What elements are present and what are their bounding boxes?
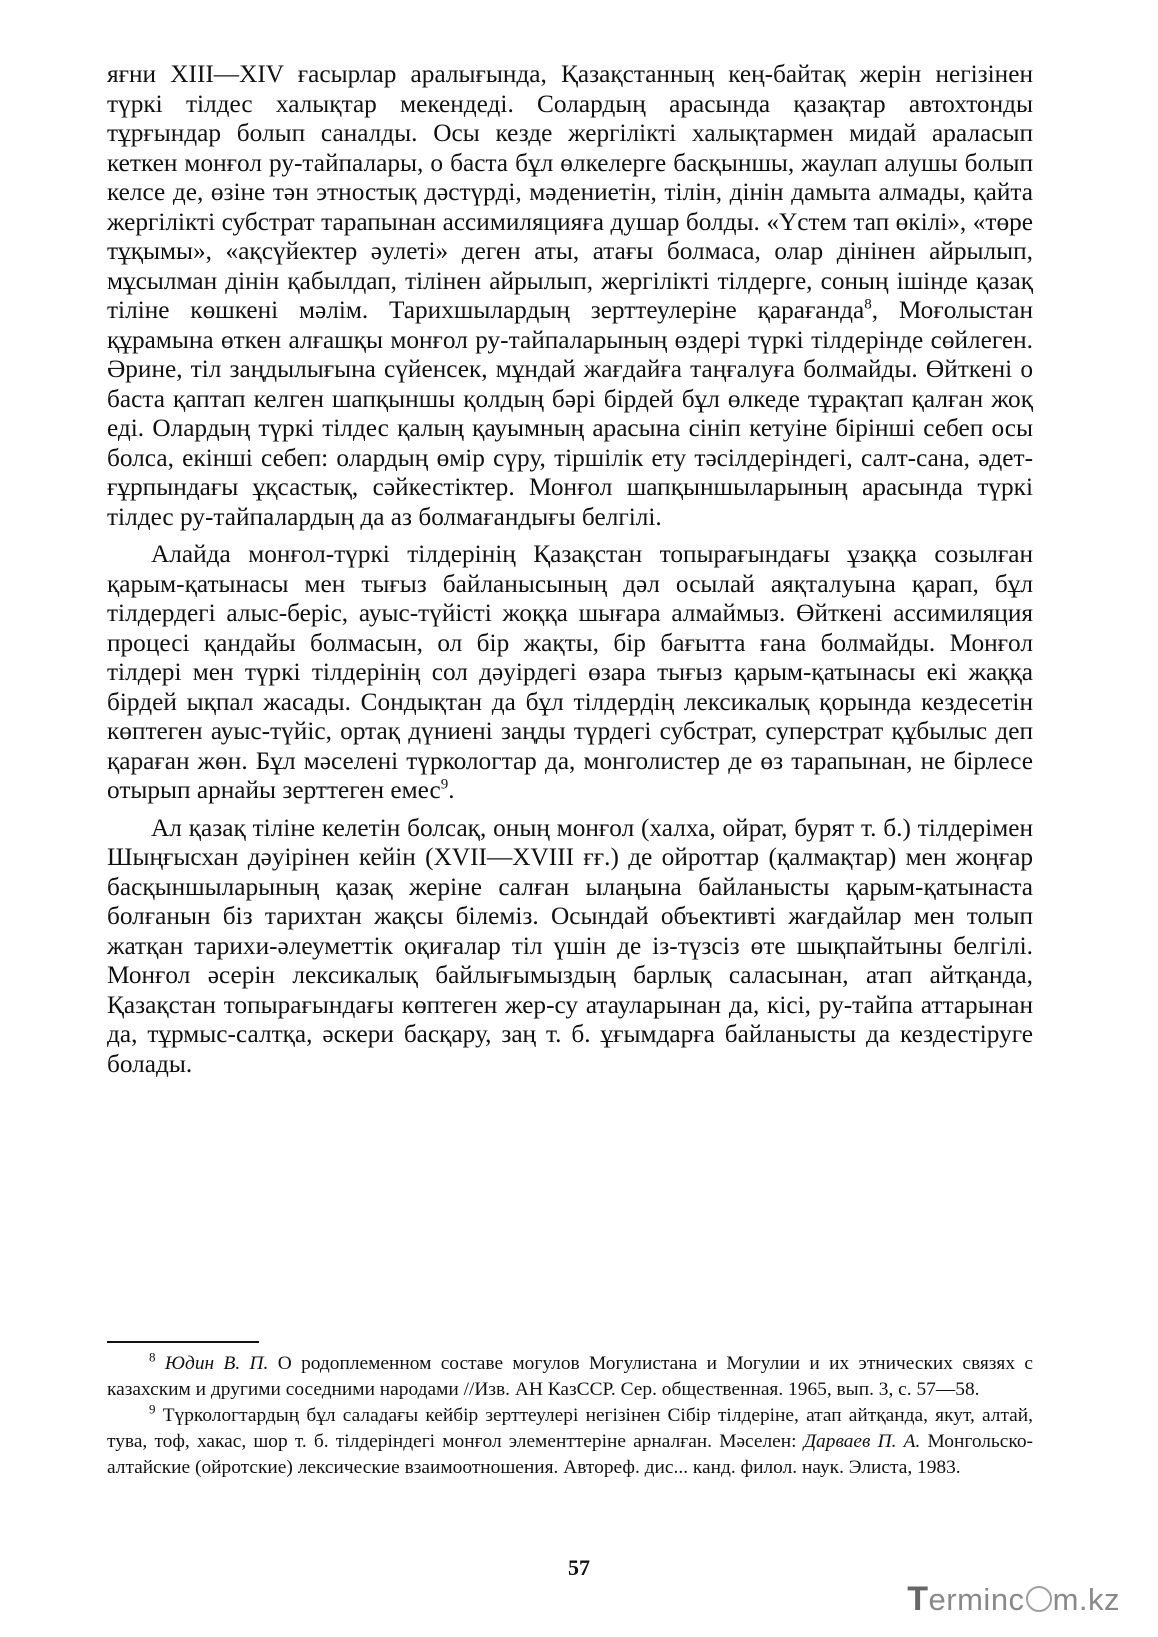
paragraph-1: яғни XIII—XIV ғасырлар аралығында, Қазақстанның кең-байтақ жерін негізінен түркі тілдес халықтар мекендеді. Солардың арасында қазақтар автохтонды тұрғындар болып саналды. Осы кезде жергілікті халықтармен мидай араласып кеткен монғол ру-тайпалары, о баста бұл өлкелерге басқыншы, жаулап алушы болып келсе де, өзіне тән этностық дәстүрді, мәдениетін, тілін, дінін дамыта алмады, қайта жергілікті субстрат тарапынан ассимиляцияға душар болды. «Үстем тап өкілі», «төре тұқымы», «ақсүйектер әулеті» деген аты, атағы болмаса, олар дінінен айрылып, мұсылман дінін қабылдап, тілінен айрылып, жергілікті тілдерге, соның ішінде қазақ тіліне көшкені мәлім. Тарихшылардың зерттеулеріне қарағанда$^8$, Моғолыстан құрамына өткен алғашқы монғол ру-тайпаларының өздері түркі тілдерінде сөйлеген. Әрине, тіл заңдылығына сүйенсек, мұндай жағдайға таңғалуға болмайды. Өйткені о баста қаптап келген шапқыншы қолдың бәрі бірдей бұл өлкеде тұрақтап қалған жоқ еді. Олардың түркі тілдес қалың қауымның арасына сініп кетуіне бірінші себеп осы болса, екінші себеп: олардың өмір сүру, тіршілік ету тәсілдеріндегі, салт-сана, әдет-ғұрпындағы ұқсастық, сәйкестіктер. Монғол шапқыншыларының арасында түркі тілдес ру-тайпалардың да аз болмағандығы белгілі. [107, 60, 1033, 531]
footnote-ref-9[interactable]: 9 [440, 776, 449, 793]
main-text [107, 60, 1033, 1087]
paragraph-2: Алайда монғол-түркі тілдерінің Қазақстан топырағындағы ұзаққа созылған қарым-қатынасы мен тығыз байланысының дәл осылай аяқталуына қарап, бұл тілдердегі алыс-беріс, ауыс-түйісті жоққа шығара алмаймыз. Өйткені ассимиляция процесі қандайы болмасын, ол бір жақты, бір бағытта ғана болмайды. Монғол тілдері мен түркі тілдерінің сол дәуірдегі өзара тығыз қарым-қатынасы екі жаққа бірдей ықпал жасады. Сондықтан да бұл тілдердің лексикалық қорында кездесетін көптеген ауыс-түйіс, ортақ дүниені заңды түрдегі субстрат, суперстрат құбылыс деп қараған жөн. Бұл мәселені түркологтар да, монголистер де өз тарапынан, не бірлесе отырып арнайы зерттеген емес$^9$. [107, 540, 1033, 804]
footnote-separator [107, 1341, 259, 1343]
footnote-8 [107, 1351, 1033, 1403]
footnotes [107, 1351, 1033, 1481]
footnote-9 [107, 1403, 1033, 1481]
footnote-number: 8 [149, 1349, 156, 1365]
paragraph-3: Ал қазақ тіліне келетін болсақ, оның монғол (халха, ойрат, бурят т. б.) тілдерімен Шыңғысхан дәуірінен кейін (XVII—XVIII ғғ.) де ойроттар (қалмақтар) мен жоңғар басқыншыларының қазақ жеріне салған ылаңына байланысты қарым-қатынаста болғанын біз тарихтан жақсы білеміз. Осындай объективті жағдайлар мен толып жатқан тарихи-әлеуметтік оқиғалар тіл үшін де із-түзсіз өте шықпайтыны белгілі. Монғол әсерін лексикалық байлығымыздың барлық саласынан, атап айтқанда, Қазақстан топырағындағы көптеген жер-су атауларынан да, кісі, ру-тайпа аттарынан да, тұрмыс-салтқа, әскери басқару, заң т. б. ұғымдарға байланысты да кездестіруге болады. [107, 813, 1033, 1078]
footnote-text: Монгольско-алтайские (ойротские) лексические взаимоотношения. Автореф. дис... канд. филол. наук. Элиста, 1983. [107, 1431, 1033, 1478]
footnote-text: О родоплеменном составе могулов Могулистана и Могулии и их этнических связях с казахским и другими соседними народами //Изв. АН КазССР. Сер. общественная. 1965, вып. 3, с. 57—58. [107, 1353, 1033, 1400]
footnote-number: 9 [149, 1401, 156, 1417]
footnote-author: Дарваев П. А. [803, 1431, 921, 1452]
footnote-ref-8[interactable]: 8 [864, 296, 872, 313]
footnote-author: Юдин В. П. [164, 1353, 269, 1374]
page-number: 57 [568, 1555, 590, 1580]
globe-icon [1026, 1586, 1052, 1612]
watermark-logo: Terminc m.kz [907, 1580, 1120, 1618]
footnote-text: Түркологтардың бұл саладағы кейбір зерттеулері негізінен Сібір тілдеріне, атап айтқанда, якут, алтай, тува, тоф, хакас, шор т. б. тілдеріндегі монғол элементтеріне арналған. Мәселен: [107, 1405, 1033, 1452]
